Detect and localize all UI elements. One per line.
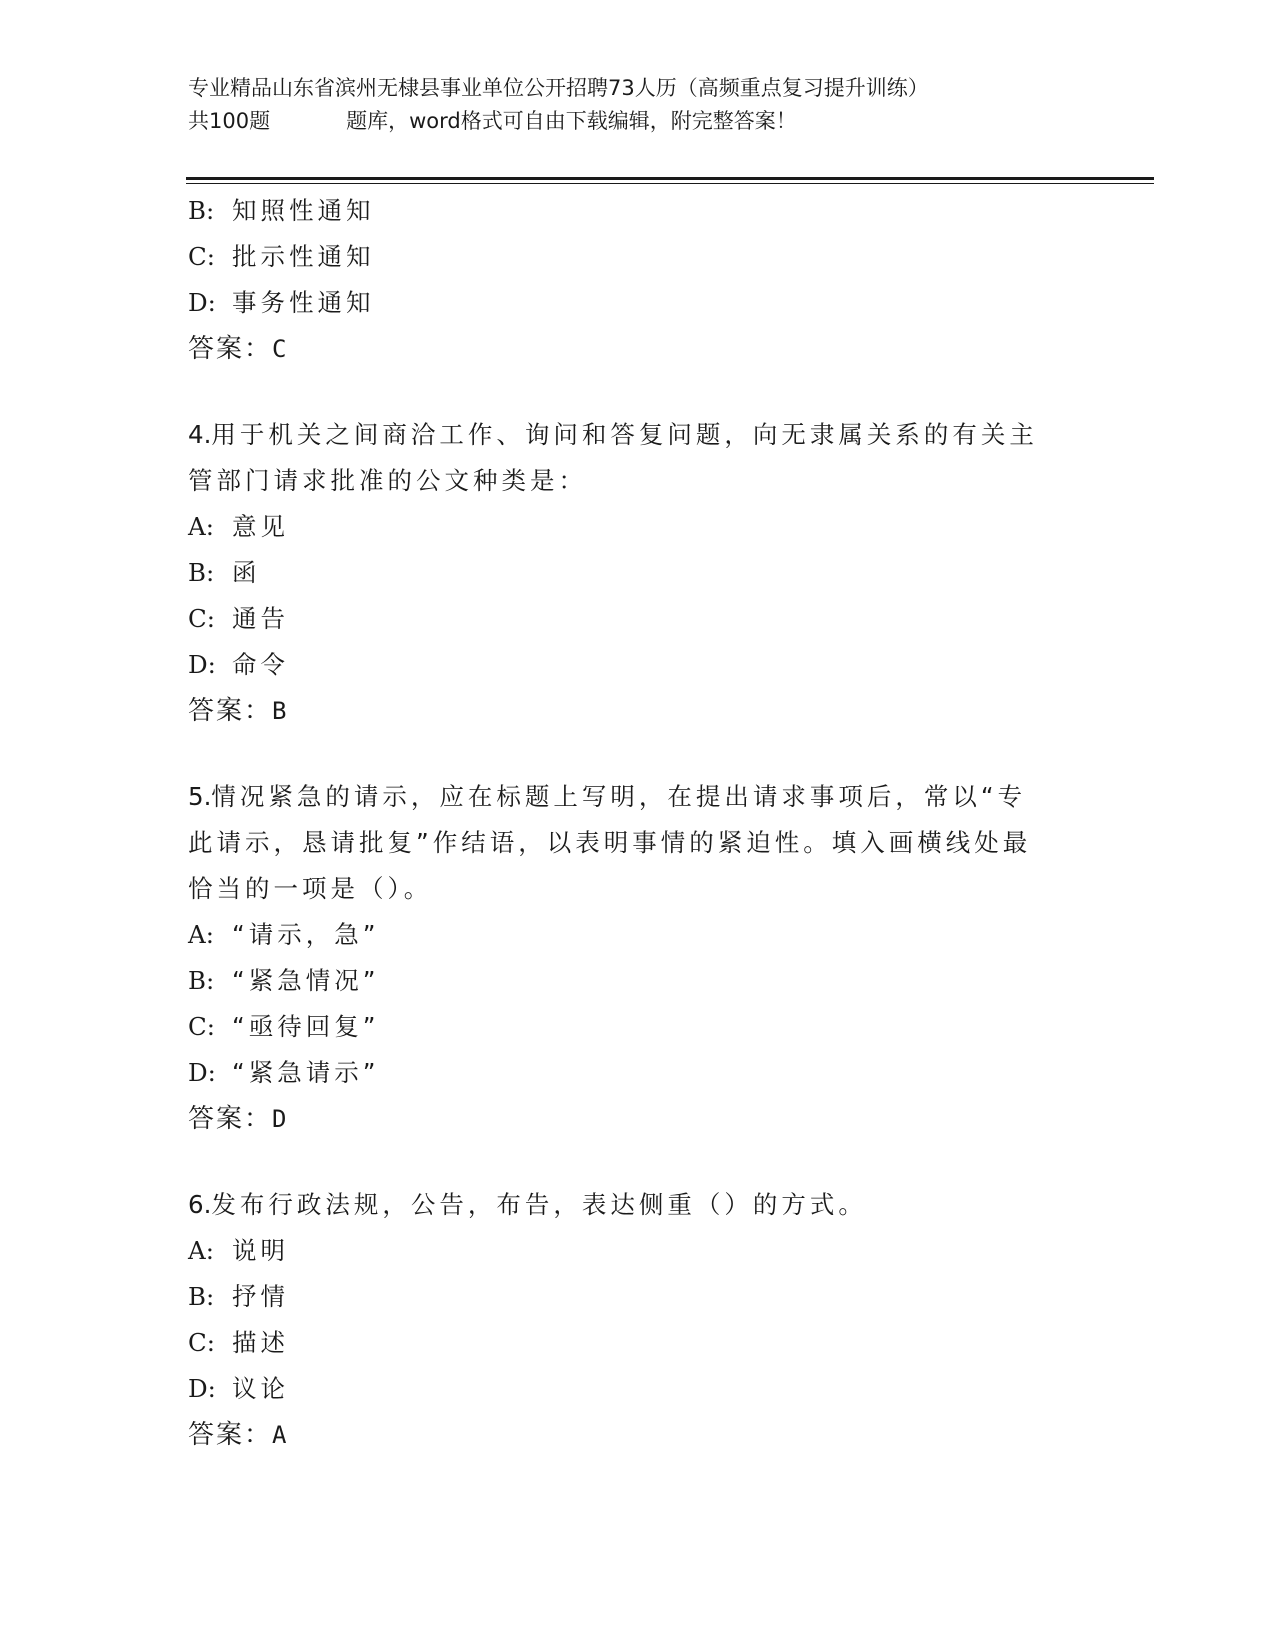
question-5	[188, 774, 1068, 1142]
answer-value: C	[272, 335, 289, 363]
answer-label: 答案：	[188, 696, 273, 726]
option-letter: C:	[188, 604, 216, 633]
option-text: “紧急情况”	[232, 966, 380, 995]
option-text: 抒情	[232, 1282, 289, 1311]
answer-line	[188, 1412, 1068, 1458]
answer-line	[188, 1096, 1068, 1142]
header-divider-thin	[186, 183, 1154, 184]
option-c	[188, 234, 1068, 280]
option-text: 函	[232, 558, 261, 587]
page-header	[188, 72, 1068, 138]
option-text: 议论	[232, 1374, 289, 1403]
option-letter: B:	[188, 558, 215, 587]
question-text-line: 管部门请求批准的公文种类是：	[188, 466, 587, 495]
answer-line	[188, 326, 1068, 372]
question-number: 6.	[188, 1190, 212, 1219]
option-letter: B:	[188, 1282, 215, 1311]
header-description: 题库，word格式可自由下载编辑，附完整答案！	[346, 109, 797, 133]
option-text: 通告	[232, 604, 289, 633]
option-a	[188, 1228, 1068, 1274]
answer-value: B	[272, 697, 289, 725]
option-letter: A:	[188, 920, 214, 949]
option-letter: D:	[188, 1374, 216, 1403]
option-text: 批示性通知	[232, 242, 375, 271]
question-number: 4.	[188, 420, 212, 449]
header-divider-thick	[186, 177, 1154, 180]
option-b	[188, 188, 1068, 234]
question-text-line	[188, 412, 1068, 458]
header-title-line1: 专业精品山东省滨州无棣县事业单位公开招聘73人历（高频重点复习提升训练）	[188, 76, 929, 100]
option-letter: C:	[188, 1012, 216, 1041]
option-text: 描述	[232, 1328, 289, 1357]
option-b	[188, 550, 1068, 596]
option-a	[188, 912, 1068, 958]
question-text-line	[188, 774, 1068, 820]
option-b	[188, 958, 1068, 1004]
question-text: 发布行政法规，公告，布告，表达侧重（）的方式。	[211, 1190, 867, 1219]
option-letter: A:	[188, 1236, 214, 1265]
option-text: “亟待回复”	[232, 1012, 380, 1041]
option-d	[188, 280, 1068, 326]
question-count: 共100题	[188, 109, 271, 133]
option-letter: D:	[188, 1058, 216, 1087]
answer-value: A	[272, 1421, 289, 1449]
option-text: “紧急请示”	[232, 1058, 380, 1087]
option-letter: D:	[188, 288, 216, 317]
header-title-line2	[188, 105, 1068, 138]
question-text: 情况紧急的请示，应在标题上写明，在提出请求事项后，常以“专	[211, 782, 1027, 811]
question-6	[188, 1182, 1068, 1458]
question-4	[188, 412, 1068, 734]
document-body	[188, 188, 1068, 1458]
option-text: 事务性通知	[232, 288, 375, 317]
option-letter: B:	[188, 196, 215, 225]
option-letter: C:	[188, 1328, 216, 1357]
answer-label: 答案：	[188, 1104, 273, 1134]
option-d	[188, 1050, 1068, 1096]
option-text: “请示，急”	[232, 920, 380, 949]
option-a	[188, 504, 1068, 550]
option-c	[188, 596, 1068, 642]
option-letter: B:	[188, 966, 215, 995]
question-text-line	[188, 1182, 1068, 1228]
question-3-tail	[188, 188, 1068, 372]
option-letter: A:	[188, 512, 214, 541]
option-text: 命令	[232, 650, 289, 679]
question-text-line: 恰当的一项是（）。	[188, 874, 433, 903]
option-text: 说明	[232, 1236, 289, 1265]
option-b	[188, 1274, 1068, 1320]
option-letter: C:	[188, 242, 216, 271]
option-d	[188, 1366, 1068, 1412]
question-number: 5.	[188, 782, 212, 811]
option-c	[188, 1004, 1068, 1050]
question-text: 用于机关之间商洽工作、询问和答复问题，向无隶属关系的有关主	[211, 420, 1038, 449]
answer-label: 答案：	[188, 334, 273, 364]
option-d	[188, 642, 1068, 688]
answer-line	[188, 688, 1068, 734]
answer-value: D	[272, 1105, 289, 1133]
answer-label: 答案：	[188, 1420, 273, 1450]
option-letter: D:	[188, 650, 216, 679]
option-c	[188, 1320, 1068, 1366]
option-text: 知照性通知	[232, 196, 375, 225]
option-text: 意见	[232, 512, 289, 541]
question-text-line: 此请示，恳请批复”作结语，以表明事情的紧迫性。填入画横线处最	[188, 828, 1032, 857]
